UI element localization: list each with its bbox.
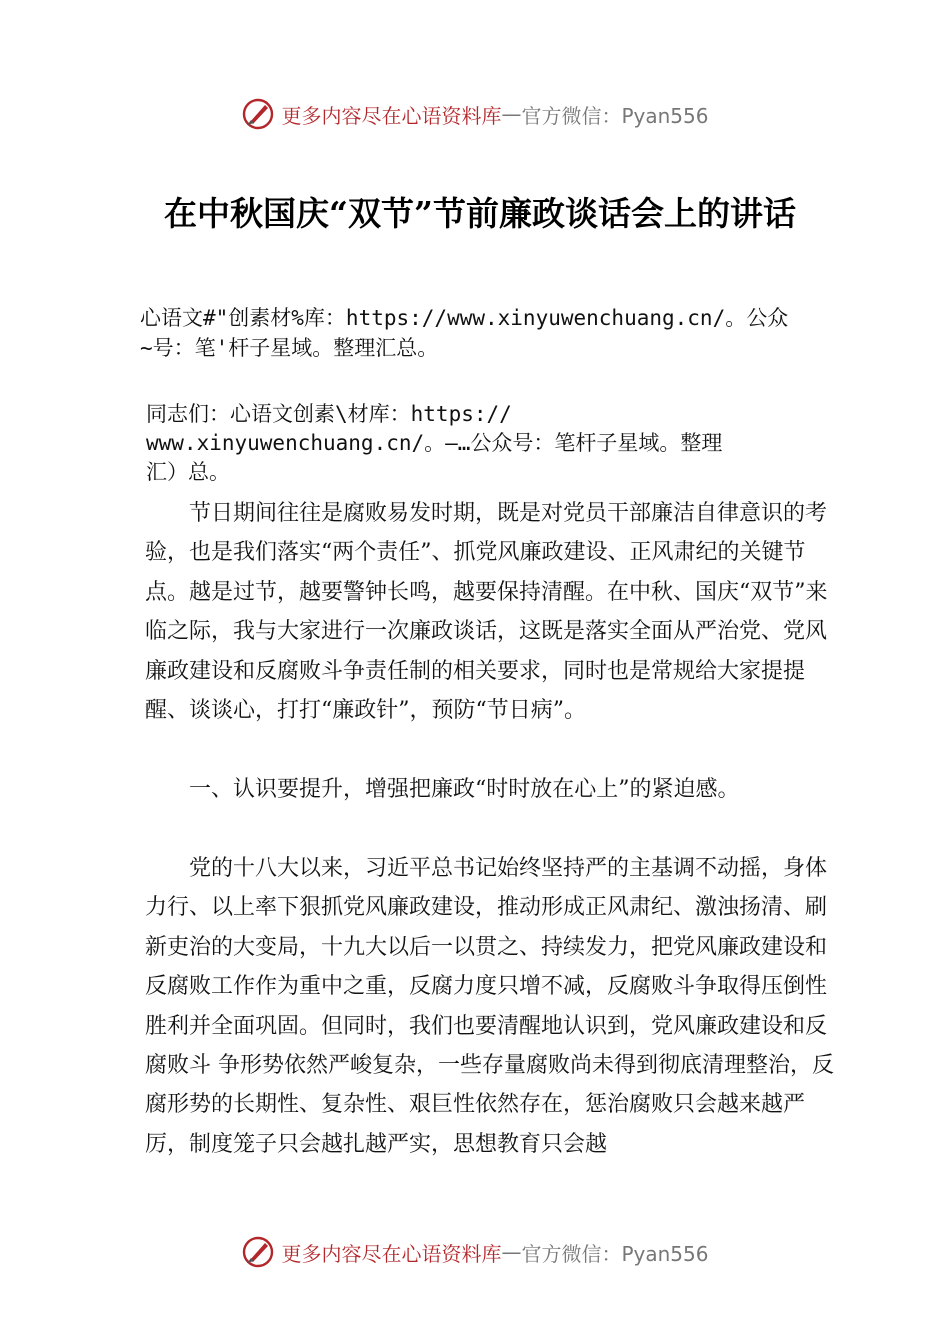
header-banner-text: 更多内容尽在心语资料库 <box>281 103 502 128</box>
body-paragraph-2: 党的十八大以来，习近平总书记始终坚持严的主基调不动摇，身体力行、以上率下狠抓党风廉政建设，推动形成正风肃纪、激浊扬清、刷新吏治的大变局，十九大以后一以贯之、持续发力，把党风廉政建设和反腐败工作作为重中之重，反腐力度只增不减，反腐败斗争取得压倒性胜利并全面巩固。但同时，我们也要清醒地认识到，党风廉政建设和反腐败斗 争形势依然严峻复杂，一些存量腐败尚未得到彻底清理整治，反腐形势的长期性、复杂性、艰巨性依然存在，惩治腐败只会越来越严厉，制度笼子只会越扎越严实，思想教育只会越 <box>145 856 834 1157</box>
footer-banner-text: 更多内容尽在心语资料库 <box>281 1241 502 1266</box>
pen-logo-icon <box>241 1235 275 1269</box>
greeting-line-2: www.xinyuwenchuang.cn/。—…公众号：笔杆子星域。整理 <box>146 431 723 455</box>
footer-banner-dash: — <box>501 1240 522 1264</box>
body-paragraph-1: 节日期间往往是腐败易发时期，既是对党员干部廉洁自律意识的考验，也是我们落实“两个责任”、抓党风廉政建设、正风肃纪的关键节点。越是过节，越要警钟长鸣，越要保持清醒。在中秋、国庆“双节”来临之际，我与大家进行一次廉政谈话，这既是落实全面从严治党、党风廉政建设和反腐败斗争责任制的相关要求，同时也是常规给大家提提醒、谈谈心，打打“廉政针”，预防“节日病”。 <box>145 501 828 724</box>
pen-logo-icon <box>241 97 275 131</box>
header-banner-dash: — <box>501 102 522 126</box>
section-heading-1: 一、认识要提升，增强把廉政“时时放在心上”的紧迫感。 <box>189 777 740 802</box>
source-line-1: 心语文#"创素材%库：https://www.xinyuwenchuang.cn/。公众 <box>140 306 789 330</box>
document-title: 在中秋国庆“双节”节前廉政谈话会上的讲话 <box>164 194 796 233</box>
footer-banner <box>0 1232 950 1272</box>
footer-banner-wechat: 官方微信：Pyan556 <box>521 1241 709 1266</box>
greeting-line-1: 同志们：心语文创素\材库：https:// <box>146 402 512 426</box>
greeting-line-3: 汇）总。 <box>146 460 230 484</box>
header-banner <box>0 94 950 134</box>
header-banner-wechat: 官方微信：Pyan556 <box>521 103 709 128</box>
source-line-2: ~号：笔'杆子星域。整理汇总。 <box>140 336 439 360</box>
